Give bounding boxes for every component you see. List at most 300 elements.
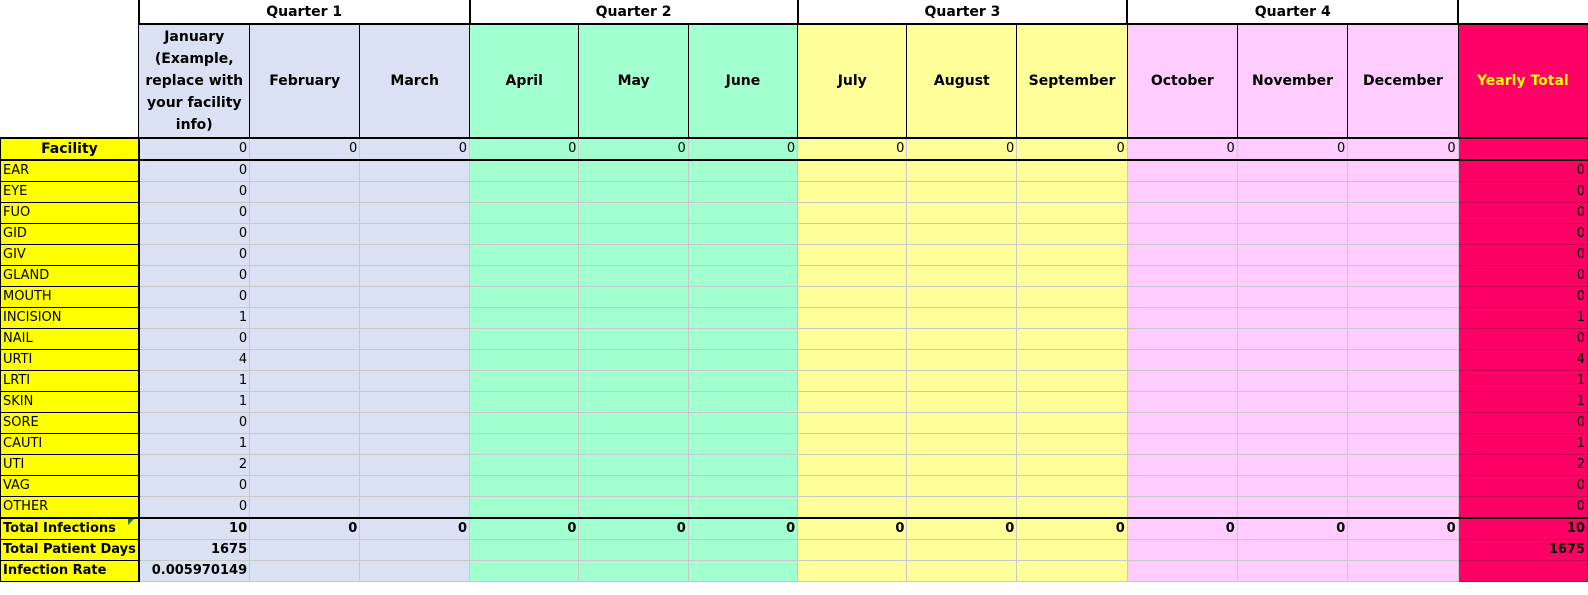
data-cell[interactable]: [1348, 392, 1458, 413]
data-cell[interactable]: [470, 413, 579, 434]
total-cell[interactable]: 0: [798, 518, 907, 540]
row-label[interactable]: INCISION: [1, 308, 139, 329]
data-cell[interactable]: [360, 329, 470, 350]
data-cell[interactable]: [470, 540, 579, 561]
data-cell[interactable]: [360, 371, 470, 392]
data-cell[interactable]: [250, 476, 360, 497]
data-cell[interactable]: [470, 224, 579, 245]
data-cell[interactable]: [470, 476, 579, 497]
facility-cell[interactable]: 0: [360, 138, 470, 160]
data-cell[interactable]: [907, 392, 1017, 413]
data-cell[interactable]: [1017, 434, 1128, 455]
yearly-cell[interactable]: 1: [1458, 308, 1587, 329]
data-cell[interactable]: 0.005970149: [139, 561, 250, 582]
data-cell[interactable]: [907, 308, 1017, 329]
data-cell[interactable]: [470, 350, 579, 371]
data-cell[interactable]: [1348, 160, 1458, 182]
data-cell[interactable]: [470, 266, 579, 287]
row-label[interactable]: NAIL: [1, 329, 139, 350]
data-cell[interactable]: [250, 224, 360, 245]
data-cell[interactable]: [688, 287, 797, 308]
yearly-cell[interactable]: 10: [1458, 518, 1587, 540]
data-cell[interactable]: [579, 392, 688, 413]
yearly-cell[interactable]: 0: [1458, 476, 1587, 497]
data-cell[interactable]: [798, 329, 907, 350]
data-cell[interactable]: 4: [139, 350, 250, 371]
yearly-cell[interactable]: 0: [1458, 497, 1587, 519]
facility-label[interactable]: Facility: [1, 138, 139, 160]
row-label[interactable]: MOUTH: [1, 287, 139, 308]
yearly-cell[interactable]: 4: [1458, 350, 1587, 371]
data-cell[interactable]: 2: [139, 455, 250, 476]
data-cell[interactable]: [1348, 287, 1458, 308]
total-cell[interactable]: 0: [250, 518, 360, 540]
data-cell[interactable]: [579, 497, 688, 519]
data-cell[interactable]: [1017, 455, 1128, 476]
data-cell[interactable]: [470, 371, 579, 392]
facility-cell[interactable]: 0: [798, 138, 907, 160]
data-cell[interactable]: [250, 392, 360, 413]
data-cell[interactable]: [1237, 413, 1347, 434]
data-cell[interactable]: [1237, 266, 1347, 287]
data-cell[interactable]: [360, 182, 470, 203]
data-cell[interactable]: [579, 329, 688, 350]
data-cell[interactable]: [1017, 308, 1128, 329]
data-cell[interactable]: [579, 160, 688, 182]
facility-cell[interactable]: 0: [139, 138, 250, 160]
data-cell[interactable]: 1: [139, 371, 250, 392]
facility-cell[interactable]: 0: [470, 138, 579, 160]
data-cell[interactable]: [250, 434, 360, 455]
data-cell[interactable]: [907, 329, 1017, 350]
data-cell[interactable]: [1237, 371, 1347, 392]
data-cell[interactable]: [1348, 540, 1458, 561]
data-cell[interactable]: [1237, 160, 1347, 182]
data-cell[interactable]: [688, 455, 797, 476]
month-header[interactable]: July: [798, 24, 907, 138]
data-cell[interactable]: [688, 392, 797, 413]
data-cell[interactable]: [798, 561, 907, 582]
data-cell[interactable]: [1127, 308, 1237, 329]
data-cell[interactable]: [1127, 329, 1237, 350]
facility-cell[interactable]: 0: [579, 138, 688, 160]
month-header[interactable]: February: [250, 24, 360, 138]
data-cell[interactable]: [470, 392, 579, 413]
data-cell[interactable]: [250, 203, 360, 224]
month-header[interactable]: December: [1348, 24, 1458, 138]
facility-cell[interactable]: 0: [250, 138, 360, 160]
row-label[interactable]: UTI: [1, 455, 139, 476]
data-cell[interactable]: [360, 350, 470, 371]
data-cell[interactable]: [798, 287, 907, 308]
month-header[interactable]: March: [360, 24, 470, 138]
data-cell[interactable]: [1127, 350, 1237, 371]
data-cell[interactable]: [1237, 540, 1347, 561]
data-cell[interactable]: [250, 182, 360, 203]
data-cell[interactable]: [1127, 392, 1237, 413]
data-cell[interactable]: [1127, 497, 1237, 519]
total-cell[interactable]: 0: [907, 518, 1017, 540]
data-cell[interactable]: [579, 224, 688, 245]
data-cell[interactable]: [1017, 371, 1128, 392]
data-cell[interactable]: [250, 371, 360, 392]
data-cell[interactable]: [1237, 392, 1347, 413]
data-cell[interactable]: 0: [139, 224, 250, 245]
facility-cell[interactable]: 0: [907, 138, 1017, 160]
data-cell[interactable]: [1127, 224, 1237, 245]
data-cell[interactable]: [579, 266, 688, 287]
data-cell[interactable]: [1127, 245, 1237, 266]
data-cell[interactable]: [688, 434, 797, 455]
data-cell[interactable]: 0: [139, 245, 250, 266]
data-cell[interactable]: [1127, 182, 1237, 203]
data-cell[interactable]: [579, 455, 688, 476]
data-cell[interactable]: [360, 413, 470, 434]
data-cell[interactable]: [688, 245, 797, 266]
row-label[interactable]: OTHER: [1, 497, 139, 519]
data-cell[interactable]: [250, 287, 360, 308]
data-cell[interactable]: [688, 540, 797, 561]
data-cell[interactable]: [470, 160, 579, 182]
data-cell[interactable]: [1348, 497, 1458, 519]
data-cell[interactable]: [1017, 476, 1128, 497]
data-cell[interactable]: [907, 413, 1017, 434]
data-cell[interactable]: [1017, 182, 1128, 203]
data-cell[interactable]: [250, 455, 360, 476]
data-cell[interactable]: [579, 245, 688, 266]
data-cell[interactable]: [1237, 245, 1347, 266]
row-label[interactable]: EYE: [1, 182, 139, 203]
data-cell[interactable]: [1348, 371, 1458, 392]
data-cell[interactable]: [470, 455, 579, 476]
data-cell[interactable]: [1237, 434, 1347, 455]
data-cell[interactable]: [360, 287, 470, 308]
facility-cell[interactable]: 0: [1348, 138, 1458, 160]
data-cell[interactable]: [579, 434, 688, 455]
row-label[interactable]: URTI: [1, 350, 139, 371]
data-cell[interactable]: [907, 561, 1017, 582]
data-cell[interactable]: [250, 245, 360, 266]
yearly-cell[interactable]: 0: [1458, 413, 1587, 434]
data-cell[interactable]: [907, 371, 1017, 392]
data-cell[interactable]: [1237, 329, 1347, 350]
data-cell[interactable]: [688, 413, 797, 434]
data-cell[interactable]: [1017, 245, 1128, 266]
data-cell[interactable]: [907, 287, 1017, 308]
data-cell[interactable]: [1237, 476, 1347, 497]
data-cell[interactable]: [1348, 266, 1458, 287]
data-cell[interactable]: 0: [139, 476, 250, 497]
total-cell[interactable]: 0: [688, 518, 797, 540]
data-cell[interactable]: [579, 287, 688, 308]
row-label[interactable]: FUO: [1, 203, 139, 224]
data-cell[interactable]: [688, 329, 797, 350]
data-cell[interactable]: [688, 497, 797, 519]
data-cell[interactable]: [798, 413, 907, 434]
yearly-cell[interactable]: 0: [1458, 245, 1587, 266]
month-header[interactable]: January (Example, replace with your facility info): [139, 24, 250, 138]
data-cell[interactable]: [360, 476, 470, 497]
data-cell[interactable]: [907, 182, 1017, 203]
data-cell[interactable]: [1237, 224, 1347, 245]
data-cell[interactable]: [1017, 329, 1128, 350]
data-cell[interactable]: [1127, 287, 1237, 308]
data-cell[interactable]: [1348, 224, 1458, 245]
data-cell[interactable]: 0: [139, 266, 250, 287]
data-cell[interactable]: [907, 224, 1017, 245]
data-cell[interactable]: [470, 245, 579, 266]
total-cell[interactable]: 0: [1127, 518, 1237, 540]
data-cell[interactable]: [907, 476, 1017, 497]
data-cell[interactable]: [250, 160, 360, 182]
data-cell[interactable]: [907, 350, 1017, 371]
data-cell[interactable]: 1: [139, 308, 250, 329]
data-cell[interactable]: 0: [139, 203, 250, 224]
data-cell[interactable]: [579, 350, 688, 371]
data-cell[interactable]: [360, 434, 470, 455]
data-cell[interactable]: [1348, 455, 1458, 476]
data-cell[interactable]: 1: [139, 434, 250, 455]
facility-cell[interactable]: 0: [1237, 138, 1347, 160]
month-header[interactable]: November: [1237, 24, 1347, 138]
data-cell[interactable]: [688, 371, 797, 392]
data-cell[interactable]: [688, 203, 797, 224]
row-label[interactable]: CAUTI: [1, 434, 139, 455]
month-header[interactable]: April: [470, 24, 579, 138]
yearly-cell[interactable]: 1: [1458, 392, 1587, 413]
data-cell[interactable]: [798, 455, 907, 476]
row-label[interactable]: EAR: [1, 160, 139, 182]
data-cell[interactable]: [1127, 540, 1237, 561]
data-cell[interactable]: [907, 434, 1017, 455]
data-cell[interactable]: [798, 160, 907, 182]
yearly-cell[interactable]: 1: [1458, 371, 1587, 392]
data-cell[interactable]: 0: [139, 413, 250, 434]
yearly-cell[interactable]: 0: [1458, 224, 1587, 245]
data-cell[interactable]: [1237, 455, 1347, 476]
data-cell[interactable]: [798, 497, 907, 519]
data-cell[interactable]: [1237, 203, 1347, 224]
yearly-cell[interactable]: 0: [1458, 329, 1587, 350]
total-cell[interactable]: 10: [139, 518, 250, 540]
data-cell[interactable]: [1237, 561, 1347, 582]
data-cell[interactable]: [579, 540, 688, 561]
data-cell[interactable]: [1348, 350, 1458, 371]
data-cell[interactable]: 0: [139, 160, 250, 182]
data-cell[interactable]: [688, 160, 797, 182]
data-cell[interactable]: 1675: [139, 540, 250, 561]
data-cell[interactable]: [360, 266, 470, 287]
data-cell[interactable]: [798, 224, 907, 245]
yearly-cell[interactable]: 0: [1458, 160, 1587, 182]
month-header[interactable]: September: [1017, 24, 1128, 138]
data-cell[interactable]: [1237, 497, 1347, 519]
data-cell[interactable]: [360, 224, 470, 245]
data-cell[interactable]: [360, 308, 470, 329]
total-cell[interactable]: 0: [1017, 518, 1128, 540]
row-label[interactable]: SORE: [1, 413, 139, 434]
data-cell[interactable]: [579, 561, 688, 582]
yearly-total-header[interactable]: Yearly Total: [1458, 24, 1587, 138]
data-cell[interactable]: [250, 540, 360, 561]
data-cell[interactable]: [1237, 287, 1347, 308]
data-cell[interactable]: [1127, 371, 1237, 392]
yearly-cell[interactable]: [1458, 561, 1587, 582]
data-cell[interactable]: [579, 308, 688, 329]
data-cell[interactable]: [1237, 308, 1347, 329]
data-cell[interactable]: [798, 350, 907, 371]
row-label[interactable]: GIV: [1, 245, 139, 266]
data-cell[interactable]: 0: [139, 329, 250, 350]
row-label[interactable]: GID: [1, 224, 139, 245]
yearly-cell[interactable]: 1: [1458, 434, 1587, 455]
data-cell[interactable]: [470, 308, 579, 329]
data-cell[interactable]: [360, 455, 470, 476]
data-cell[interactable]: [1017, 224, 1128, 245]
row-label[interactable]: VAG: [1, 476, 139, 497]
data-cell[interactable]: [1348, 245, 1458, 266]
data-cell[interactable]: [250, 308, 360, 329]
data-cell[interactable]: [579, 413, 688, 434]
data-cell[interactable]: [1127, 434, 1237, 455]
data-cell[interactable]: [907, 266, 1017, 287]
data-cell[interactable]: [1348, 434, 1458, 455]
data-cell[interactable]: [470, 203, 579, 224]
facility-cell[interactable]: 0: [1127, 138, 1237, 160]
data-cell[interactable]: [250, 350, 360, 371]
total-cell[interactable]: 0: [1348, 518, 1458, 540]
data-cell[interactable]: 0: [139, 497, 250, 519]
data-cell[interactable]: [798, 245, 907, 266]
data-cell[interactable]: [250, 266, 360, 287]
data-cell[interactable]: 0: [139, 287, 250, 308]
data-cell[interactable]: [688, 308, 797, 329]
row-label[interactable]: Total Infections: [1, 518, 139, 540]
data-cell[interactable]: [688, 266, 797, 287]
total-cell[interactable]: 0: [1237, 518, 1347, 540]
data-cell[interactable]: [688, 476, 797, 497]
data-cell[interactable]: [798, 203, 907, 224]
data-cell[interactable]: [1127, 266, 1237, 287]
data-cell[interactable]: [907, 540, 1017, 561]
data-cell[interactable]: [907, 203, 1017, 224]
month-header[interactable]: August: [907, 24, 1017, 138]
data-cell[interactable]: [1017, 287, 1128, 308]
data-cell[interactable]: [1017, 203, 1128, 224]
data-cell[interactable]: [1017, 160, 1128, 182]
data-cell[interactable]: [360, 203, 470, 224]
facility-cell[interactable]: 0: [1017, 138, 1128, 160]
data-cell[interactable]: [1127, 561, 1237, 582]
data-cell[interactable]: [1348, 329, 1458, 350]
data-cell[interactable]: [470, 434, 579, 455]
month-header[interactable]: October: [1127, 24, 1237, 138]
data-cell[interactable]: [1237, 182, 1347, 203]
data-cell[interactable]: 1: [139, 392, 250, 413]
data-cell[interactable]: [250, 413, 360, 434]
total-cell[interactable]: 0: [579, 518, 688, 540]
data-cell[interactable]: [1017, 413, 1128, 434]
data-cell[interactable]: [360, 540, 470, 561]
data-cell[interactable]: [360, 497, 470, 519]
data-cell[interactable]: [360, 392, 470, 413]
data-cell[interactable]: [1017, 392, 1128, 413]
row-label[interactable]: Infection Rate: [1, 561, 139, 582]
row-label[interactable]: Total Patient Days: [1, 540, 139, 561]
data-cell[interactable]: [1348, 413, 1458, 434]
data-cell[interactable]: [579, 371, 688, 392]
data-cell[interactable]: [1348, 476, 1458, 497]
yearly-cell[interactable]: 0: [1458, 182, 1587, 203]
month-header[interactable]: May: [579, 24, 688, 138]
data-cell[interactable]: [1017, 561, 1128, 582]
data-cell[interactable]: [907, 160, 1017, 182]
data-cell[interactable]: [798, 182, 907, 203]
data-cell[interactable]: [1017, 497, 1128, 519]
data-cell[interactable]: [798, 371, 907, 392]
data-cell[interactable]: [907, 455, 1017, 476]
data-cell[interactable]: [1127, 476, 1237, 497]
data-cell[interactable]: [798, 308, 907, 329]
data-cell[interactable]: 0: [139, 182, 250, 203]
data-cell[interactable]: [360, 245, 470, 266]
data-cell[interactable]: [798, 434, 907, 455]
yearly-cell[interactable]: 1675: [1458, 540, 1587, 561]
data-cell[interactable]: [250, 561, 360, 582]
data-cell[interactable]: [1127, 203, 1237, 224]
data-cell[interactable]: [250, 497, 360, 519]
data-cell[interactable]: [1348, 561, 1458, 582]
data-cell[interactable]: [688, 182, 797, 203]
yearly-cell[interactable]: 0: [1458, 266, 1587, 287]
month-header[interactable]: June: [688, 24, 797, 138]
data-cell[interactable]: [688, 224, 797, 245]
data-cell[interactable]: [1348, 308, 1458, 329]
data-cell[interactable]: [1237, 350, 1347, 371]
data-cell[interactable]: [250, 329, 360, 350]
data-cell[interactable]: [798, 266, 907, 287]
data-cell[interactable]: [579, 203, 688, 224]
data-cell[interactable]: [470, 561, 579, 582]
yearly-cell[interactable]: 0: [1458, 203, 1587, 224]
data-cell[interactable]: [470, 287, 579, 308]
data-cell[interactable]: [798, 540, 907, 561]
data-cell[interactable]: [907, 245, 1017, 266]
data-cell[interactable]: [579, 182, 688, 203]
total-cell[interactable]: 0: [360, 518, 470, 540]
data-cell[interactable]: [688, 561, 797, 582]
data-cell[interactable]: [1127, 455, 1237, 476]
yearly-cell[interactable]: 2: [1458, 455, 1587, 476]
data-cell[interactable]: [688, 350, 797, 371]
data-cell[interactable]: [1017, 540, 1128, 561]
data-cell[interactable]: [798, 476, 907, 497]
row-label[interactable]: LRTI: [1, 371, 139, 392]
data-cell[interactable]: [1127, 413, 1237, 434]
data-cell[interactable]: [1017, 266, 1128, 287]
yearly-cell[interactable]: 0: [1458, 287, 1587, 308]
data-cell[interactable]: [360, 160, 470, 182]
data-cell[interactable]: [907, 497, 1017, 519]
data-cell[interactable]: [1348, 203, 1458, 224]
data-cell[interactable]: [470, 329, 579, 350]
data-cell[interactable]: [360, 561, 470, 582]
data-cell[interactable]: [1348, 182, 1458, 203]
facility-yearly-cell[interactable]: [1458, 138, 1587, 160]
data-cell[interactable]: [470, 182, 579, 203]
data-cell[interactable]: [1127, 160, 1237, 182]
data-cell[interactable]: [1017, 350, 1128, 371]
